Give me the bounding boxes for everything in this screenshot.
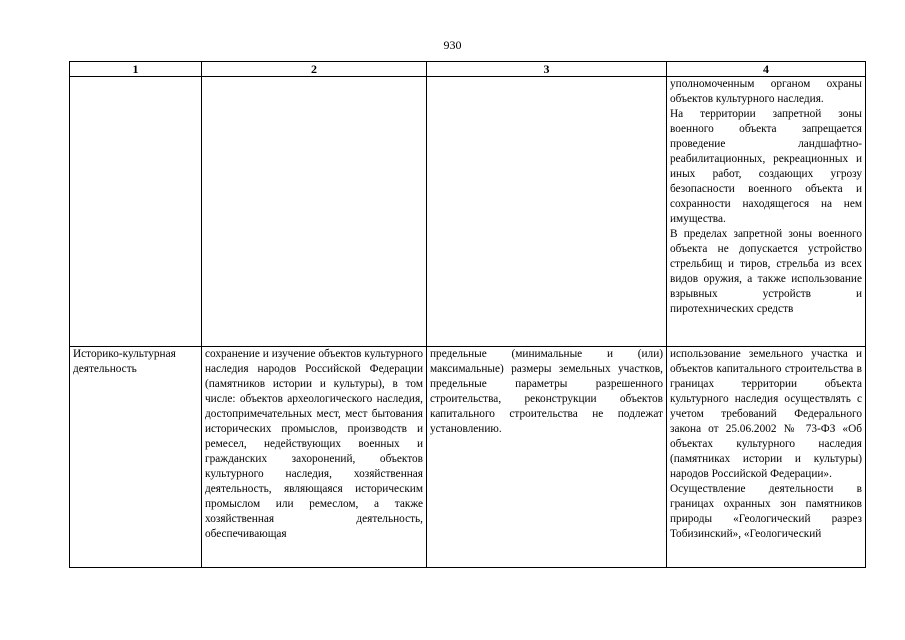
activity-description: сохранение и изучение объектов культурного наследия народов Российской Федерации (памятников истории и культуры), в том числе: объектов археологического наследия, достопримечательных мест, мест бытования исторических промыслов, производств и ремесел, недействующих военных и гражданских захоронений, объектов культурного наследия, хозяйственная деятельность, являющаяся историческим промыслом или ремеслом, а также хозяйственная деятельность, обеспечивающая <box>205 348 423 540</box>
table-cell-restrictions <box>667 77 866 347</box>
column-header-4: 4 <box>667 62 866 77</box>
table-cell-parameters <box>427 347 667 568</box>
activity-parameters: предельные (минимальные и (или) максимальные) размеры земельных участков, предельные параметры разрешенного строительства, реконструкции объектов капитального строительства не подлежат установлению. <box>430 348 663 435</box>
table-cell-activity <box>70 77 202 347</box>
restriction-paragraph: На территории запретной зоны военного объекта запрещается проведение ландшафтно-реабилитационных, рекреационных и иных работ, создающих угрозу безопасности военного объекта и сохранности находящегося на нем имущества. <box>670 108 862 225</box>
table-header-row <box>70 62 866 77</box>
regulations-table <box>69 61 866 568</box>
restriction-paragraph: В пределах запретной зоны военного объекта не допускается устройство стрельбищ и тиров, стрельба из всех видов оружия, а также использование взрывных устройств и пиротехнических средств <box>670 228 862 315</box>
table-row <box>70 77 866 347</box>
restrictions-block <box>670 347 862 542</box>
column-header-3: 3 <box>427 62 667 77</box>
column-header-1: 1 <box>70 62 202 77</box>
activity-name: Историко-культурная деятельность <box>73 348 176 375</box>
table-cell-description <box>202 77 427 347</box>
table-cell-restrictions <box>667 347 866 568</box>
page-number: 930 <box>443 38 462 52</box>
column-header-2: 2 <box>202 62 427 77</box>
table-cell-description <box>202 347 427 568</box>
table-cell-parameters <box>427 77 667 347</box>
restriction-paragraph: использование земельного участка и объектов капитального строительства в границах территории объекта культурного наследия осуществлять с учетом требований Федерального закона от 25.06.2002 № 73-ФЗ «Об объектах культурного наследия (памятниках истории и культуры) народов Российской Федерации». <box>670 348 862 480</box>
restriction-paragraph: Осуществление деятельности в границах охранных зон памятников природы «Геологический разрез Тобизинский», «Геологический <box>670 483 862 540</box>
restriction-paragraph: уполномоченным органом охраны объектов культурного наследия. <box>670 78 862 105</box>
table-row <box>70 347 866 568</box>
table-cell-activity <box>70 347 202 568</box>
